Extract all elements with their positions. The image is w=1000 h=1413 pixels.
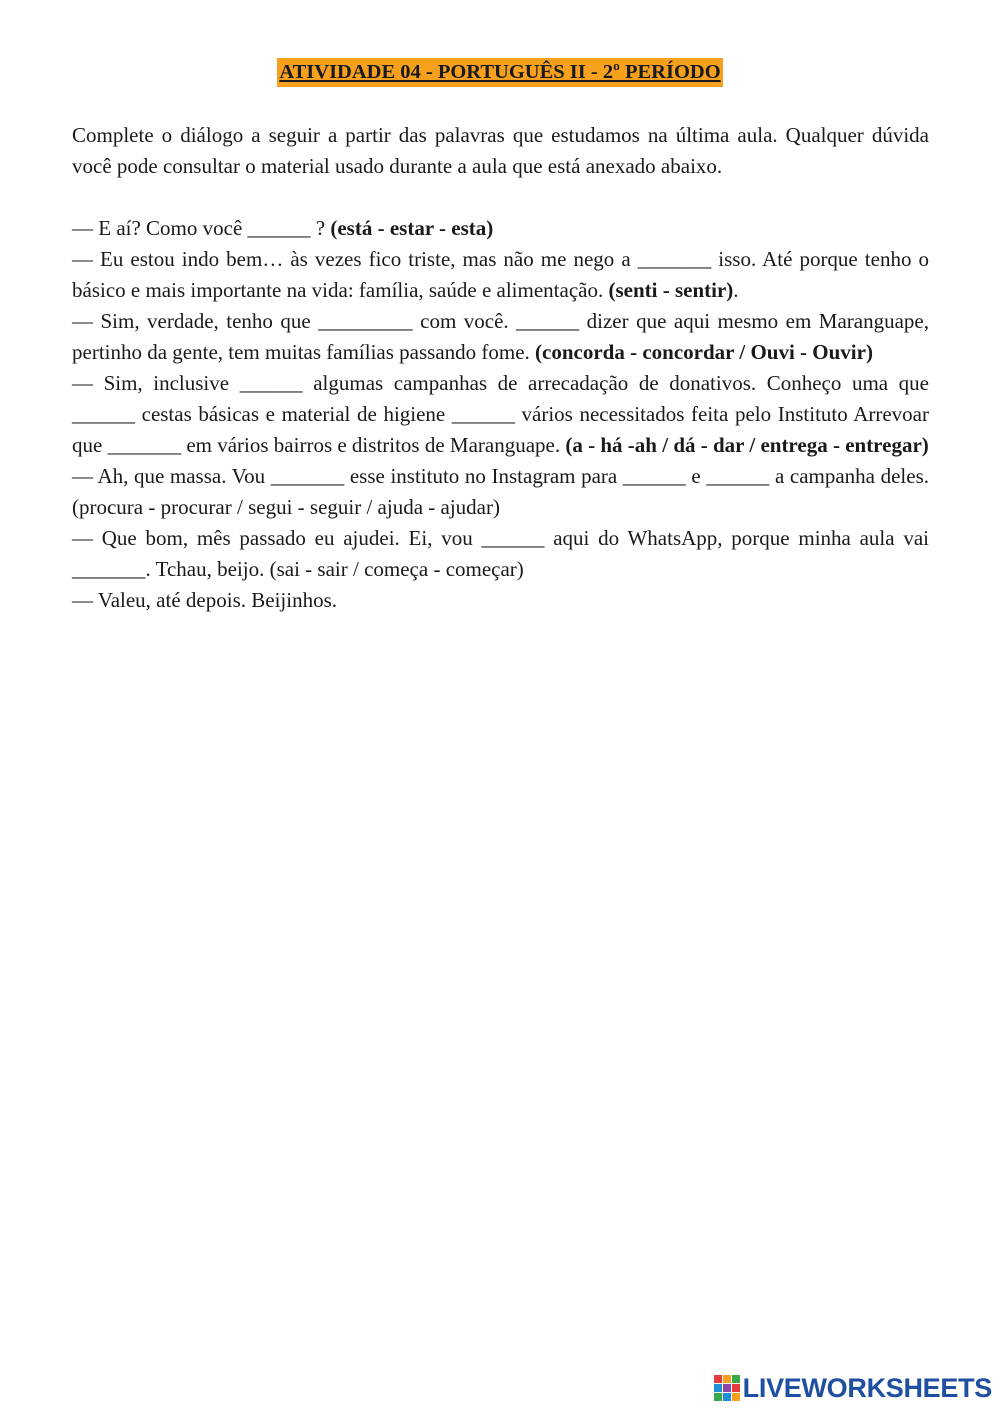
logo-text: LIVEWORKSHEETS bbox=[742, 1372, 992, 1403]
dialogue-line-6 bbox=[72, 523, 929, 585]
dialogue-text: ― Valeu, até depois. Beijinhos. bbox=[72, 588, 337, 612]
worksheet-body bbox=[72, 120, 929, 616]
word-options: (senti - sentir) bbox=[608, 278, 734, 302]
dialogue-line-2 bbox=[72, 244, 929, 306]
dialogue-line-3 bbox=[72, 306, 929, 368]
liveworksheets-logo-icon bbox=[714, 1375, 740, 1401]
dialogue-text: ― Sim, verdade, tenho que _________ com você. ______ dizer que aqui mesmo em Maranguape, pertinho da gente, tem muitas famílias passando fome. bbox=[72, 309, 929, 364]
dialogue-text: ― Sim, inclusive ______ algumas campanhas de arrecadação de donativos. Conheço uma que ______ cestas básicas e material de higiene ______ vários necessitados feita pelo Instituto Arrevoar que _______ em vários bairros e distritos de Maranguape. bbox=[72, 371, 929, 457]
dialogue-text: ― Eu estou indo bem… às vezes fico triste, mas não me nego a _______ isso. Até porque tenho o básico e mais importante na vida: família, saúde e alimentação. bbox=[72, 247, 929, 302]
dialogue-line-7 bbox=[72, 585, 929, 616]
title-container bbox=[0, 58, 1000, 87]
dialogue-text: ― E aí? Como você ______ ? bbox=[72, 216, 331, 240]
dialogue-text: ― Ah, que massa. Vou _______ esse instituto no Instagram para ______ e ______ a campanha deles. (procura - procurar / segui - seguir / ajuda - ajudar) bbox=[72, 464, 929, 519]
instructions: Complete o diálogo a seguir a partir das palavras que estudamos na última aula. Qualquer dúvida você pode consultar o material usado durante a aula que está anexado abaixo. bbox=[72, 123, 929, 178]
word-options: (a - há -ah / dá - dar / entrega - entregar) bbox=[565, 433, 929, 457]
page-title: ATIVIDADE 04 - PORTUGUÊS II - 2º PERÍODO bbox=[277, 58, 722, 87]
dialogue-line-5 bbox=[72, 461, 929, 523]
word-options: (concorda - concordar / Ouvi - Ouvir) bbox=[535, 340, 873, 364]
dialogue-line-4 bbox=[72, 368, 929, 461]
liveworksheets-logo[interactable] bbox=[714, 1373, 992, 1403]
dialogue-tail: . bbox=[733, 278, 739, 302]
dialogue-line-1 bbox=[72, 213, 929, 244]
dialogue-text: ― Que bom, mês passado eu ajudei. Ei, vou ______ aqui do WhatsApp, porque minha aula vai _______. Tchau, beijo. (sai - sair / começa - começar) bbox=[72, 526, 929, 581]
word-options: (está - estar - esta) bbox=[330, 216, 494, 240]
